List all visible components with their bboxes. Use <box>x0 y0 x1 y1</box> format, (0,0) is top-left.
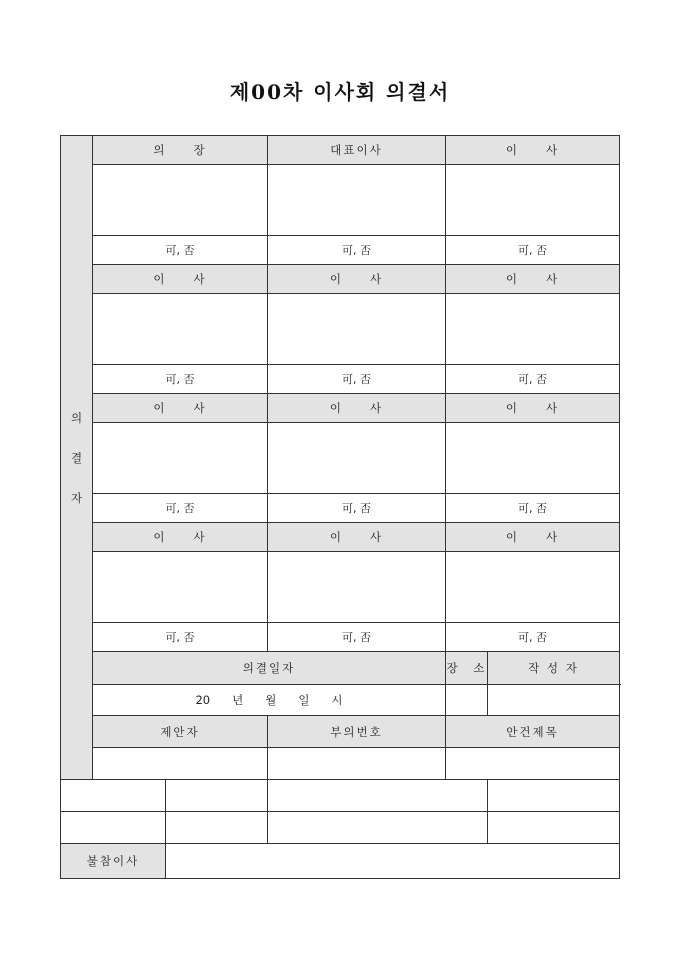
side-label-char: 결 <box>70 450 83 465</box>
author-field[interactable] <box>488 685 620 716</box>
signer-title-director: 이 사 <box>268 394 446 423</box>
agenda-number-cell[interactable] <box>268 748 446 780</box>
absent-directors-header: 불참이사 <box>61 844 166 879</box>
signer-title-director: 이 사 <box>446 394 620 423</box>
resolution-form <box>60 135 620 879</box>
signature-box[interactable] <box>268 423 446 494</box>
vote-option[interactable]: 可, 否 <box>268 623 446 652</box>
signature-box[interactable] <box>268 552 446 623</box>
vote-option[interactable]: 可, 否 <box>446 236 620 265</box>
vote-option[interactable]: 可, 否 <box>446 365 620 394</box>
agenda-title-header: 안건제목 <box>446 716 620 748</box>
signature-box[interactable] <box>446 165 620 236</box>
signer-title-director: 이 사 <box>446 136 620 165</box>
signer-title-director: 이 사 <box>93 265 268 294</box>
review-result-cell[interactable] <box>488 780 620 812</box>
signer-title-director: 이 사 <box>446 265 620 294</box>
document-title: 제00차 이사회 의결서 <box>229 80 451 104</box>
date-year-prefix: 20 <box>195 693 211 707</box>
resolution-date-field[interactable] <box>93 685 446 716</box>
proposer-cell[interactable] <box>93 748 268 780</box>
place-field[interactable] <box>446 685 488 716</box>
signature-box[interactable] <box>93 423 268 494</box>
vote-option[interactable]: 可, 否 <box>93 623 268 652</box>
signature-box[interactable] <box>268 294 446 365</box>
date-year-label: 년 <box>232 693 244 707</box>
signature-box[interactable] <box>446 552 620 623</box>
agenda-number-cell[interactable] <box>166 780 268 812</box>
vote-option[interactable]: 可, 否 <box>268 494 446 523</box>
signers-side-label <box>61 136 93 780</box>
side-label-char: 의 <box>70 410 83 425</box>
signature-box[interactable] <box>93 552 268 623</box>
vote-option[interactable]: 可, 否 <box>446 623 620 652</box>
signature-box[interactable] <box>268 165 446 236</box>
vote-option[interactable]: 可, 否 <box>93 236 268 265</box>
date-hour-label: 시 <box>331 693 343 707</box>
absent-directors-field[interactable] <box>166 844 620 879</box>
signer-title-director: 이 사 <box>268 265 446 294</box>
author-header: 작 성 자 <box>488 652 620 685</box>
date-day-label: 일 <box>298 693 310 707</box>
signer-title-director: 이 사 <box>268 523 446 552</box>
place-header: 장 소 <box>446 652 488 685</box>
signature-box[interactable] <box>93 165 268 236</box>
review-result-cell[interactable] <box>488 812 620 844</box>
signer-title-director: 이 사 <box>446 523 620 552</box>
proposer-cell[interactable] <box>61 780 166 812</box>
agenda-title-cell[interactable] <box>268 780 488 812</box>
agenda-number-header: 부의번호 <box>268 716 446 748</box>
side-label-char: 자 <box>70 490 83 505</box>
date-month-label: 월 <box>265 693 277 707</box>
agenda-number-cell[interactable] <box>166 812 268 844</box>
agenda-title-cell[interactable] <box>446 748 620 780</box>
signer-title-director: 이 사 <box>93 394 268 423</box>
signer-title-ceo: 대표이사 <box>268 136 446 165</box>
resolution-date-header: 의결일자 <box>93 652 446 685</box>
signature-box[interactable] <box>446 294 620 365</box>
vote-option[interactable]: 可, 否 <box>268 236 446 265</box>
signer-title-director: 이 사 <box>93 523 268 552</box>
vote-option[interactable]: 可, 否 <box>93 365 268 394</box>
signer-title-chair: 의 장 <box>93 136 268 165</box>
vote-option[interactable]: 可, 否 <box>93 494 268 523</box>
agenda-title-cell[interactable] <box>268 812 488 844</box>
signature-box[interactable] <box>93 294 268 365</box>
vote-option[interactable]: 可, 否 <box>268 365 446 394</box>
proposer-header: 제안자 <box>93 716 268 748</box>
vote-option[interactable]: 可, 否 <box>446 494 620 523</box>
proposer-cell[interactable] <box>61 812 166 844</box>
signature-box[interactable] <box>446 423 620 494</box>
